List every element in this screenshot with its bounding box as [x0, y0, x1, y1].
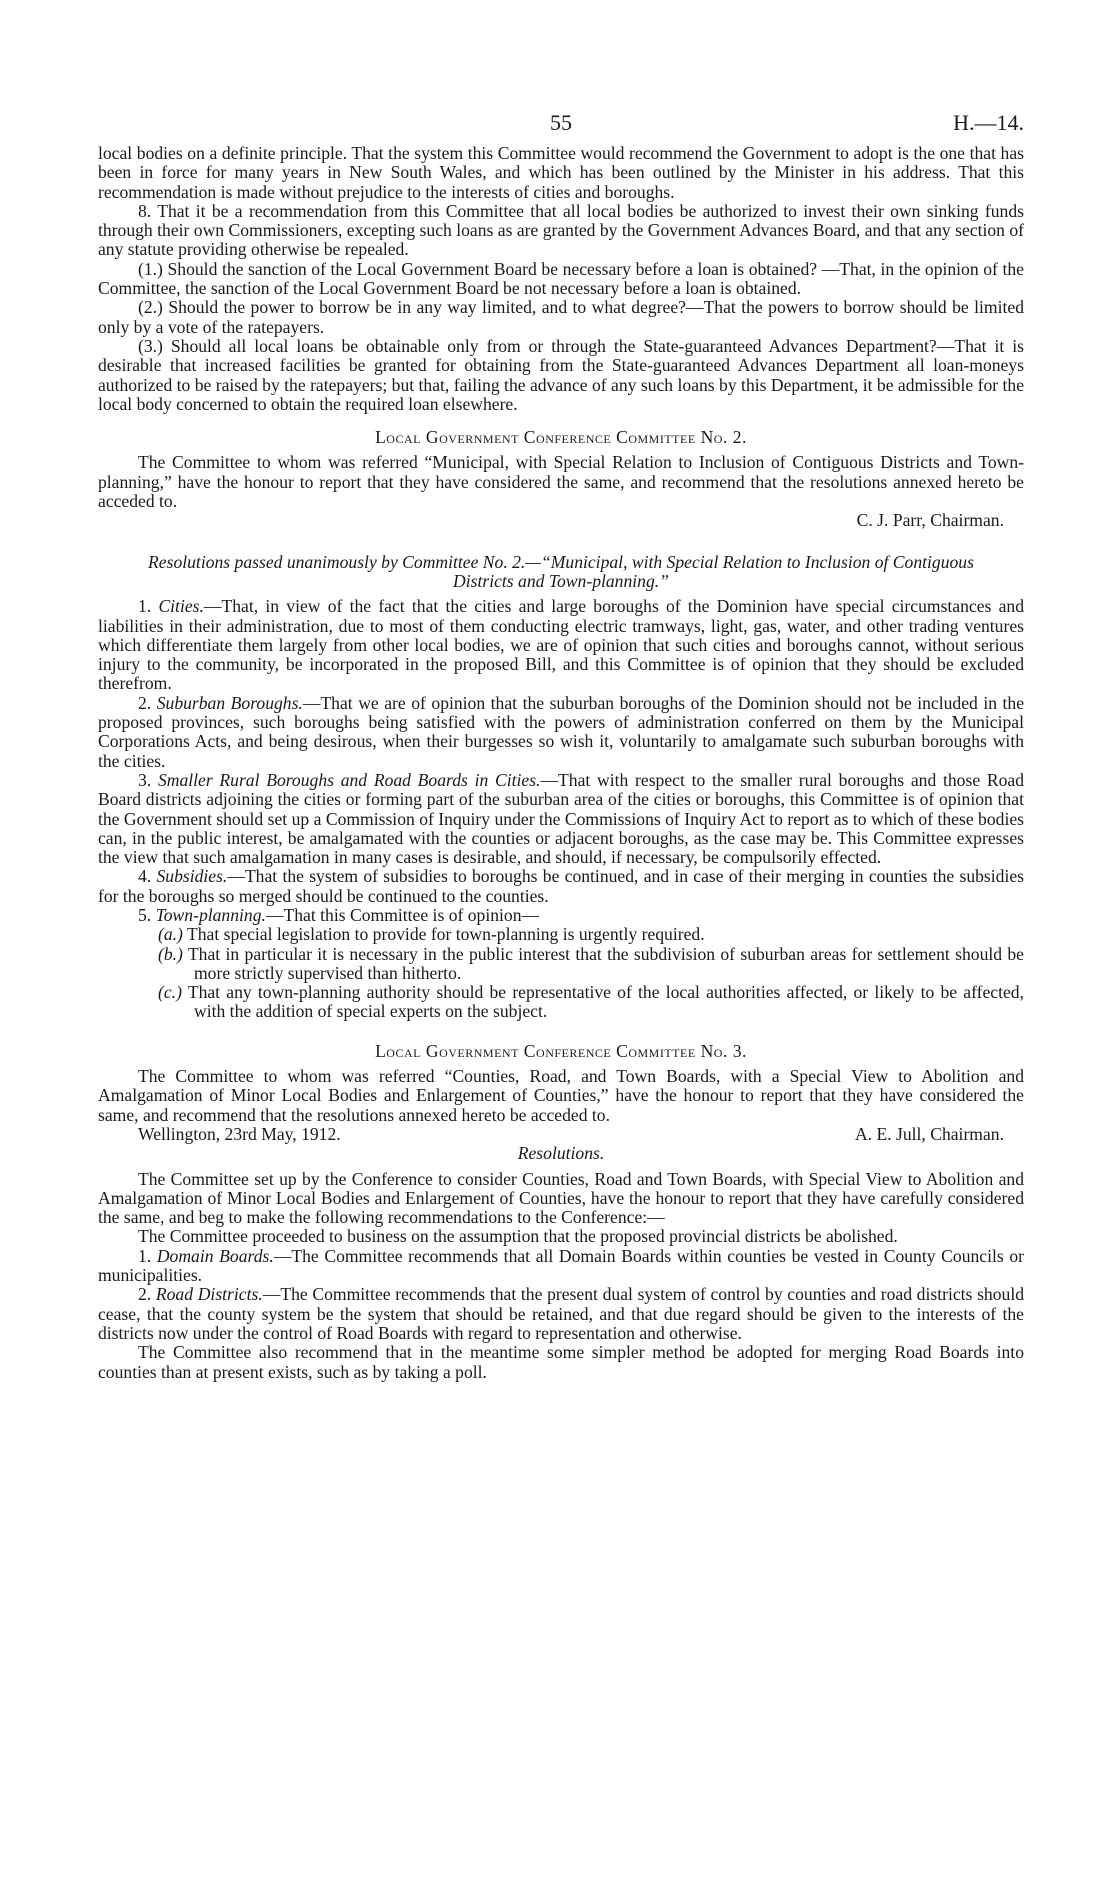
paragraph: 8. That it be a recommendation from this Committee that all local bodies be authorized to invest their own sinking funds through their own Commissioners, excepting such loans as are granted by the Government Advances Board, and that any section of any statute providing otherwise be repealed. — [98, 200, 1024, 260]
item-text: —That we are of opinion that the suburban boroughs of the Dominion should not be included in the proposed provinces, such boroughs being satisfied with the powers of administration conferred on them by the Municipal Corporations Acts, and being desirous, when their burgesses so wish it, voluntarily to amalgamate such suburban boroughs with the cities. — [98, 692, 1025, 771]
resolutions-title: Resolutions. — [517, 1143, 605, 1164]
item-number: 4. — [138, 866, 157, 887]
sub-item — [98, 983, 1024, 1022]
sub-item-text: That any town-planning authority should be representative of the local authorities affected, or likely to be affected, with the addition of special experts on the subject. — [187, 982, 1024, 1022]
item-title: Smaller Rural Boroughs and Road Boards in Cities. — [157, 769, 541, 790]
list-item — [98, 906, 1024, 925]
sub-item — [98, 925, 1024, 944]
section-heading: Local Government Conference Committee No. 2. — [375, 427, 747, 448]
item-text: —That, in view of the fact that the cities and large boroughs of the Dominion have special circumstances and liabilities in their administration, due to most of them conducting electric tramways, light, gas, water, and other trading ventures which differentiate them largely from other local bodies, we are of opinion that such cities and boroughs cannot, without serious injury to the community, be incorporated in the proposed Bill, and this Committee is of opinion that they should be excluded therefrom. — [98, 596, 1025, 694]
paragraph: The Committee to whom was referred “Counties, Road, and Town Boards, with a Special View to Abolition and Amalgamation of Minor Local Bodies and Enlargement of Counties,” have the honour to report that they have considered the same, and recommend that the resolutions annexed hereto be acceded to. — [98, 1066, 1024, 1125]
sub-item-label: (c.) — [158, 982, 182, 1003]
signature: C. J. Parr, Chairman. — [856, 510, 1004, 531]
sub-item-text: That in particular it is necessary in the public interest that the subdivision of suburban areas for settlement should be more strictly supervised than hitherto. — [187, 943, 1024, 983]
signature: A. E. Jull, Chairman. — [854, 1123, 1004, 1144]
sub-item — [98, 945, 1024, 984]
item-number: 3. — [138, 769, 158, 790]
item-title: Subsidies. — [156, 866, 228, 887]
resolutions-title: Resolutions passed unanimously by Committee No. 2.—“Municipal, with Special Relation to Inclusion of Contiguous Districts and Town-planning.” — [148, 551, 974, 591]
list-item — [98, 597, 1024, 693]
item-title: Suburban Boroughs. — [156, 692, 303, 713]
signature-line — [98, 1125, 1024, 1144]
list-item — [98, 694, 1024, 771]
item-title: Domain Boards. — [156, 1245, 274, 1266]
item-number: 2. — [138, 1284, 156, 1305]
item-title: Town-planning. — [155, 904, 266, 925]
list-item — [98, 1285, 1024, 1343]
item-title: Cities. — [158, 596, 204, 617]
item-title: Road Districts. — [155, 1284, 263, 1305]
place-date: Wellington, 23rd May, 1912. — [138, 1123, 341, 1144]
sub-item-text: That special legislation to provide for town-planning is urgently required. — [187, 924, 705, 945]
document-reference: H.—14. — [953, 110, 1024, 135]
paragraph: The Committee also recommend that in the meantime some simpler method be adopted for merging Road Boards into counties than at present exists, such as by taking a poll. — [98, 1342, 1024, 1382]
item-number: 1. — [138, 596, 159, 617]
paragraph: (1.) Should the sanction of the Local Government Board be necessary before a loan is obtained? —That, in the opinion of the Committee, the sanction of the Local Government Board be not necessary before a loan is obtained. — [98, 258, 1024, 299]
paragraph: The Committee to whom was referred “Municipal, with Special Relation to Inclusion of Contiguous Districts and Town-planning,” have the honour to report that they have considered the same, and recommend that the resolutions annexed hereto be acceded to. — [98, 452, 1024, 512]
item-text: —That the system of subsidies to boroughs be continued, and in case of their merging in counties the subsidies for the boroughs so merged should be continued to the counties. — [98, 866, 1025, 906]
list-item — [98, 867, 1024, 906]
item-number: 2. — [138, 692, 157, 713]
document-page — [98, 108, 1024, 1382]
paragraph: local bodies on a definite principle. That the system this Committee would recommend the Government to adopt is the one that has been in force for many years in New South Wales, and which has been outlined by the Minister in his address. That this recommendation is made without prejudice to the interests of cities and boroughs. — [98, 143, 1024, 202]
item-text: —The Committee recommends that all Domain Boards within counties be vested in County Councils or municipalities. — [98, 1245, 1025, 1286]
paragraph: (3.) Should all local loans be obtainable only from or through the State-guaranteed Advances Department?—That it is desirable that increased facilities be granted for obtaining from the State-guaranteed Advances Department all loan-moneys authorized to be raised by the ratepayers; but that, failing the advance of any such loans by this Department, it be admissible for the local body concerned to obtain the required loan elsewhere. — [98, 335, 1024, 414]
item-text: —The Committee recommends that the present dual system of control by counties and road districts should cease, that the county system be the system that should be retained, and that due regard should be given to the interests of the districts now under the control of Road Boards with regard to representation and otherwise. — [98, 1284, 1025, 1343]
section-heading: Local Government Conference Committee No. 3. — [375, 1040, 747, 1061]
page-header — [98, 108, 1024, 144]
paragraph: (2.) Should the power to borrow be in any way limited, and to what degree?—That the powers to borrow should be limited only by a vote of the ratepayers. — [98, 297, 1024, 337]
list-item — [98, 771, 1024, 867]
item-number: 5. — [138, 904, 156, 925]
item-text: —That this Committee is of opinion— — [265, 904, 540, 925]
paragraph: The Committee proceeded to business on the assumption that the proposed provincial districts be abolished. — [138, 1226, 898, 1247]
sub-item-label: (a.) — [158, 924, 183, 945]
sub-item-label: (b.) — [158, 943, 183, 964]
item-number: 1. — [138, 1245, 157, 1266]
item-text: —That with respect to the smaller rural boroughs and those Road Board districts adjoining the cities or forming part of the suburban area of the cities or boroughs, this Committee is of opinion that the Government should set up a Commission of Inquiry under the Commissions of Inquiry Act to report as to which of these bodies can, in the public interest, be amalgamated with the counties or adjacent boroughs, as the case may be. This Committee expresses the view that such amalgamation in many cases is desirable, and should, if necessary, be compulsorily effected. — [98, 769, 1024, 868]
paragraph: The Committee set up by the Conference to consider Counties, Road and Town Boards, with Special View to Abolition and Amalgamation of Minor Local Bodies and Enlargement of Counties, have the honour to report that they have carefully considered the same, and beg to make the following recommendations to the Conference:— — [98, 1168, 1024, 1228]
page-number: 55 — [550, 110, 572, 135]
list-item — [98, 1247, 1024, 1286]
